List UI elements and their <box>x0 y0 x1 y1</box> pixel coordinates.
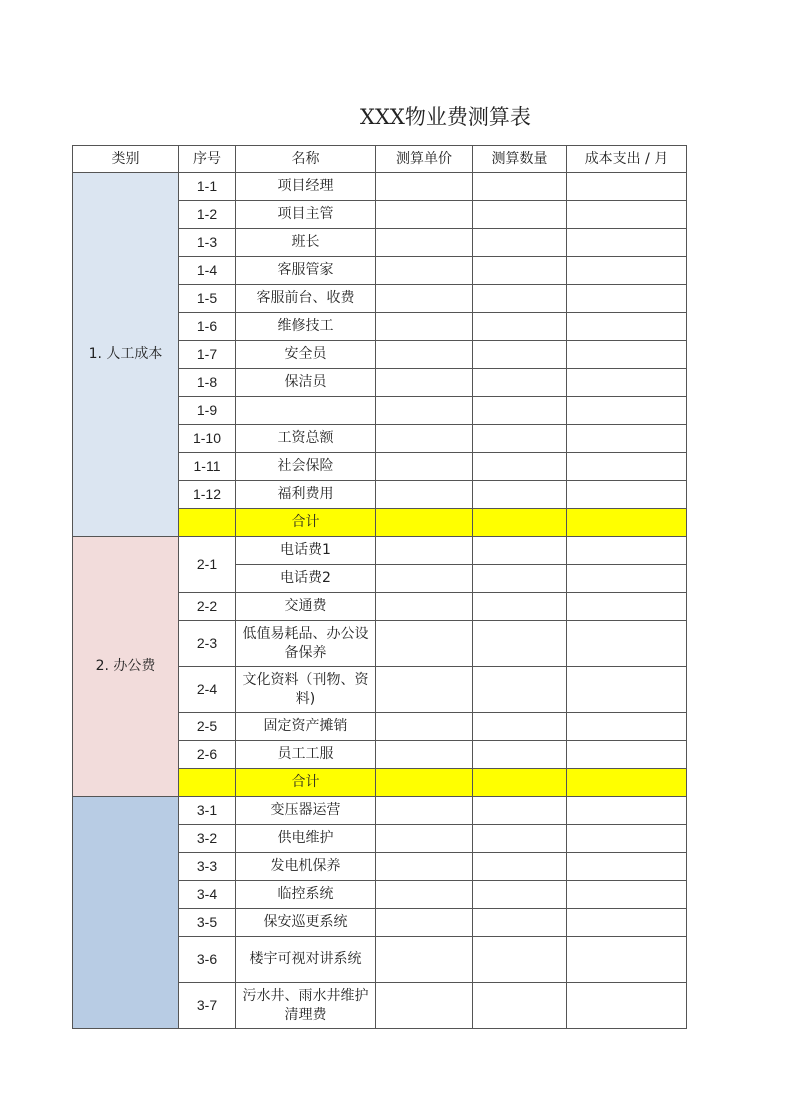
seq-cell: 3-1 <box>179 797 236 825</box>
seq-cell: 3-5 <box>179 909 236 937</box>
monthly-cost-cell <box>567 481 687 509</box>
seq-cell: 1-5 <box>179 285 236 313</box>
quantity-cell <box>473 593 567 621</box>
monthly-cost-cell <box>567 825 687 853</box>
header-row <box>73 146 687 173</box>
monthly-cost-cell <box>567 593 687 621</box>
seq-cell: 3-4 <box>179 881 236 909</box>
seq-cell: 1-1 <box>179 173 236 201</box>
monthly-cost-cell <box>567 769 687 797</box>
quantity-cell <box>473 797 567 825</box>
quantity-cell <box>473 341 567 369</box>
unit-price-cell <box>376 565 473 593</box>
seq-cell: 2-4 <box>179 667 236 713</box>
monthly-cost-cell <box>567 201 687 229</box>
monthly-cost-cell <box>567 937 687 983</box>
unit-price-cell <box>376 201 473 229</box>
item-name-cell: 项目主管 <box>236 201 376 229</box>
monthly-cost-cell <box>567 537 687 565</box>
seq-cell: 2-6 <box>179 741 236 769</box>
unit-price-cell <box>376 667 473 713</box>
table-row <box>73 173 687 201</box>
header-unit-price: 测算单价 <box>376 146 473 173</box>
seq-cell: 1-10 <box>179 425 236 453</box>
monthly-cost-cell <box>567 565 687 593</box>
seq-cell: 1-3 <box>179 229 236 257</box>
item-name-cell: 低值易耗品、办公设备保养 <box>236 621 376 667</box>
seq-cell: 1-4 <box>179 257 236 285</box>
table-row <box>73 537 687 565</box>
item-name-cell: 交通费 <box>236 593 376 621</box>
seq-cell: 2-5 <box>179 713 236 741</box>
unit-price-cell <box>376 881 473 909</box>
monthly-cost-cell <box>567 453 687 481</box>
item-name-cell: 员工工服 <box>236 741 376 769</box>
item-name-cell: 供电维护 <box>236 825 376 853</box>
quantity-cell <box>473 229 567 257</box>
unit-price-cell <box>376 509 473 537</box>
quantity-cell <box>473 173 567 201</box>
unit-price-cell <box>376 397 473 425</box>
monthly-cost-cell <box>567 983 687 1029</box>
quantity-cell <box>473 881 567 909</box>
unit-price-cell <box>376 741 473 769</box>
table-body <box>73 173 687 1029</box>
total-label-cell: 合计 <box>236 769 376 797</box>
quantity-cell <box>473 201 567 229</box>
unit-price-cell <box>376 983 473 1029</box>
seq-cell: 2-2 <box>179 593 236 621</box>
unit-price-cell <box>376 937 473 983</box>
item-name-cell: 保洁员 <box>236 369 376 397</box>
quantity-cell <box>473 909 567 937</box>
header-seq: 序号 <box>179 146 236 173</box>
monthly-cost-cell <box>567 853 687 881</box>
item-name-cell: 社会保险 <box>236 453 376 481</box>
total-label-cell: 合计 <box>236 509 376 537</box>
item-name-cell: 福利费用 <box>236 481 376 509</box>
unit-price-cell <box>376 593 473 621</box>
monthly-cost-cell <box>567 313 687 341</box>
quantity-cell <box>473 621 567 667</box>
seq-cell: 1-2 <box>179 201 236 229</box>
item-name-cell <box>236 397 376 425</box>
quantity-cell <box>473 769 567 797</box>
quantity-cell <box>473 509 567 537</box>
quantity-cell <box>473 425 567 453</box>
item-name-cell: 工资总额 <box>236 425 376 453</box>
seq-cell: 1-8 <box>179 369 236 397</box>
header-monthly-cost: 成本支出 / 月 <box>567 146 687 173</box>
quantity-cell <box>473 481 567 509</box>
document-title: XXX物业费测算表 <box>360 105 531 129</box>
seq-cell: 1-7 <box>179 341 236 369</box>
item-name-cell: 项目经理 <box>236 173 376 201</box>
monthly-cost-cell <box>567 881 687 909</box>
seq-cell: 3-6 <box>179 937 236 983</box>
quantity-cell <box>473 369 567 397</box>
header-quantity: 测算数量 <box>473 146 567 173</box>
monthly-cost-cell <box>567 285 687 313</box>
unit-price-cell <box>376 537 473 565</box>
quantity-cell <box>473 397 567 425</box>
unit-price-cell <box>376 825 473 853</box>
item-name-cell: 污水井、雨水井维护清理费 <box>236 983 376 1029</box>
quantity-cell <box>473 313 567 341</box>
quantity-cell <box>473 537 567 565</box>
unit-price-cell <box>376 313 473 341</box>
monthly-cost-cell <box>567 425 687 453</box>
quantity-cell <box>473 257 567 285</box>
monthly-cost-cell <box>567 369 687 397</box>
monthly-cost-cell <box>567 341 687 369</box>
unit-price-cell <box>376 481 473 509</box>
item-name-cell: 发电机保养 <box>236 853 376 881</box>
unit-price-cell <box>376 257 473 285</box>
unit-price-cell <box>376 713 473 741</box>
item-name-cell: 变压器运营 <box>236 797 376 825</box>
seq-cell: 1-6 <box>179 313 236 341</box>
unit-price-cell <box>376 853 473 881</box>
seq-cell: 1-12 <box>179 481 236 509</box>
category-cell <box>73 797 179 1029</box>
quantity-cell <box>473 713 567 741</box>
seq-cell: 3-7 <box>179 983 236 1029</box>
category-cell: 1. 人工成本 <box>73 173 179 537</box>
item-name-cell: 电话费2 <box>236 565 376 593</box>
item-name-cell: 安全员 <box>236 341 376 369</box>
item-name-cell: 保安巡更系统 <box>236 909 376 937</box>
unit-price-cell <box>376 285 473 313</box>
unit-price-cell <box>376 909 473 937</box>
unit-price-cell <box>376 797 473 825</box>
category-cell: 2. 办公费 <box>73 537 179 797</box>
item-name-cell: 班长 <box>236 229 376 257</box>
quantity-cell <box>473 285 567 313</box>
quantity-cell <box>473 983 567 1029</box>
unit-price-cell <box>376 341 473 369</box>
quantity-cell <box>473 565 567 593</box>
unit-price-cell <box>376 173 473 201</box>
monthly-cost-cell <box>567 667 687 713</box>
monthly-cost-cell <box>567 173 687 201</box>
monthly-cost-cell <box>567 621 687 667</box>
unit-price-cell <box>376 453 473 481</box>
quantity-cell <box>473 453 567 481</box>
table-row <box>73 797 687 825</box>
quantity-cell <box>473 667 567 713</box>
quantity-cell <box>473 741 567 769</box>
quantity-cell <box>473 937 567 983</box>
item-name-cell: 临控系统 <box>236 881 376 909</box>
header-category: 类别 <box>73 146 179 173</box>
monthly-cost-cell <box>567 257 687 285</box>
unit-price-cell <box>376 369 473 397</box>
seq-cell: 3-2 <box>179 825 236 853</box>
quantity-cell <box>473 825 567 853</box>
item-name-cell: 电话费1 <box>236 537 376 565</box>
quantity-cell <box>473 853 567 881</box>
monthly-cost-cell <box>567 797 687 825</box>
seq-cell: 2-1 <box>179 537 236 593</box>
monthly-cost-cell <box>567 397 687 425</box>
monthly-cost-cell <box>567 509 687 537</box>
item-name-cell: 维修技工 <box>236 313 376 341</box>
unit-price-cell <box>376 425 473 453</box>
unit-price-cell <box>376 769 473 797</box>
monthly-cost-cell <box>567 713 687 741</box>
seq-cell: 3-3 <box>179 853 236 881</box>
seq-cell: 1-9 <box>179 397 236 425</box>
seq-cell: 1-11 <box>179 453 236 481</box>
item-name-cell: 客服管家 <box>236 257 376 285</box>
monthly-cost-cell <box>567 741 687 769</box>
item-name-cell: 客服前台、收费 <box>236 285 376 313</box>
monthly-cost-cell <box>567 229 687 257</box>
unit-price-cell <box>376 229 473 257</box>
seq-cell: 2-3 <box>179 621 236 667</box>
item-name-cell: 文化资料（刊物、资料) <box>236 667 376 713</box>
cost-estimate-table <box>72 145 687 1029</box>
total-seq-cell <box>179 769 236 797</box>
item-name-cell: 楼宇可视对讲系统 <box>236 937 376 983</box>
unit-price-cell <box>376 621 473 667</box>
item-name-cell: 固定资产摊销 <box>236 713 376 741</box>
monthly-cost-cell <box>567 909 687 937</box>
total-seq-cell <box>179 509 236 537</box>
header-name: 名称 <box>236 146 376 173</box>
